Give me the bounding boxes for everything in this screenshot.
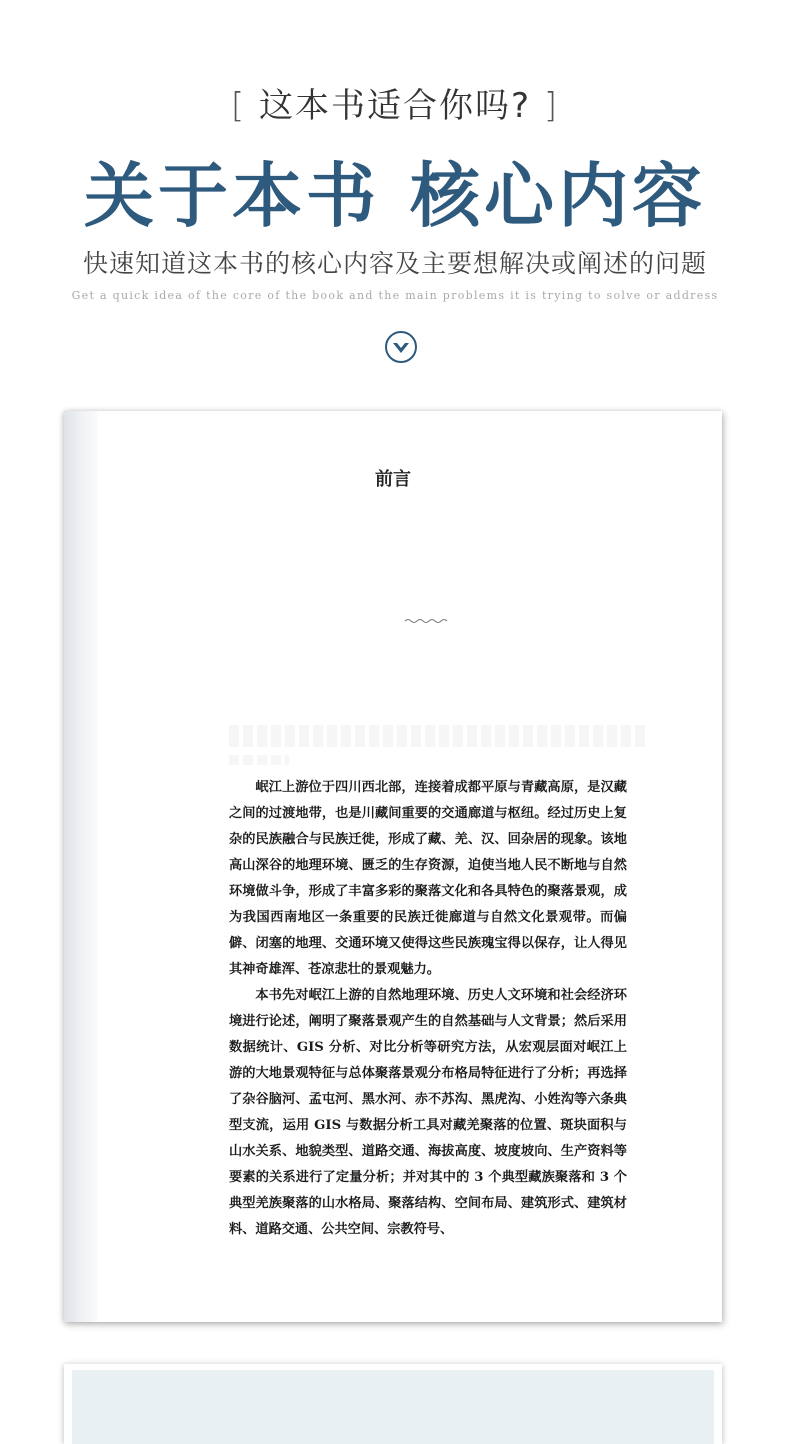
title-part-2: 核心内容 — [410, 154, 706, 237]
bleed-through-text — [229, 725, 649, 765]
page-spine-shadow — [64, 411, 98, 1322]
right-bracket: ] — [543, 86, 560, 126]
next-page-surface — [72, 1370, 714, 1444]
paragraph-2: 本书先对岷江上游的自然地理环境、历史人文环境和社会经济环境进行论述，阐明了聚落景观产生的自然基础与人文背景；然后采用数据统计、GIS 分析、对比分析等研究方法，从宏观层面对岷江上游的大地景观特征与总体聚落景观分布格局特征进行了分析；再选择了杂谷脑河、孟屯河、黑水河、赤不苏沟、黑虎沟、小姓沟等六条典型支流，运用 GIS 与数据分析工具对藏羌聚落的位置、斑块面积与山水关系、地貌类型、道路交通、海拔高度、坡度坡向、生产资料等要素的关系进行了定量分析；并对其中的 3 个典型藏族聚落和 3 个典型羌族聚落的山水格局、聚落结构、空间布局、建筑形式、建筑材料、道路交通、公共空间、宗教符号、 — [229, 988, 627, 1237]
question-line — [0, 78, 790, 127]
next-page-scan — [64, 1364, 722, 1444]
question-text: 这本书适合你吗? — [258, 86, 532, 126]
paragraph-1: 岷江上游位于四川西北部，连接着成都平原与青藏高原，是汉藏之间的过渡地带，也是川藏间重要的交通廊道与枢纽。经过历史上复杂的民族融合与民族迁徙，形成了藏、羌、汉、回杂居的现象。该地高山深谷的地理环境、匮乏的生存资源，迫使当地人民不断地与自然环境做斗争，形成了丰富多彩的聚落文化和各具特色的聚落景观，成为我国西南地区一条重要的民族迁徙廊道与自然文化景观带。而偏僻、闭塞的地理、交通环境又使得这些民族瑰宝得以保存，让人得见其神奇雄浑、苍凉悲壮的景观魅力。 — [229, 780, 627, 977]
book-page-scan — [64, 411, 722, 1322]
preface-body — [229, 775, 627, 1243]
section-title — [0, 140, 790, 241]
page-title: 前言 — [375, 469, 411, 490]
subtitle-english: Get a quick idea of the core of the book and the main problems it is trying to solve or address — [71, 289, 719, 302]
title-part-1: 关于本书 — [84, 154, 380, 237]
wave-divider-icon — [404, 617, 450, 625]
left-bracket: [ — [230, 86, 247, 126]
book-intro-header — [0, 0, 790, 400]
chevron-down-circle-icon — [384, 330, 418, 364]
subtitle-chinese: 快速知道这本书的核心内容及主要想解决或阐述的问题 — [82, 249, 707, 278]
